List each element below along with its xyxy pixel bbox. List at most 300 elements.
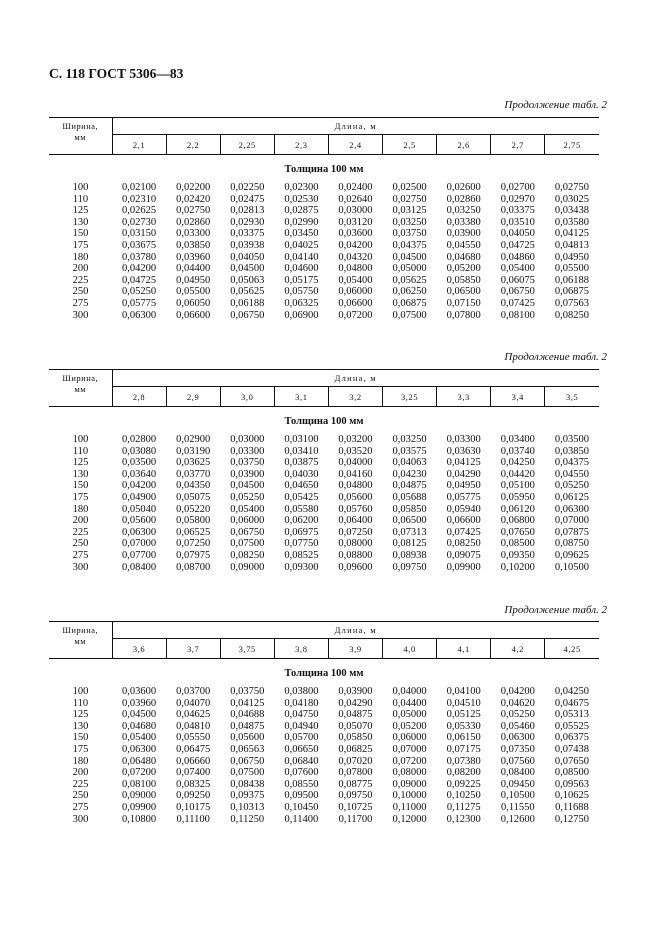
volume-cell: 0,06525 [176, 526, 211, 538]
volume-cell: 0,08400 [500, 767, 535, 779]
volume-cell: 0,04250 [500, 457, 535, 469]
volume-cell: 0,05000 [392, 263, 427, 275]
width-cell: 200 [72, 263, 89, 275]
volume-cell: 0,04000 [338, 457, 373, 469]
length-value: 4,25 [545, 639, 599, 659]
length-value: 3,7 [166, 639, 220, 659]
volume-cell: 0,04180 [284, 697, 319, 709]
table-row [49, 446, 599, 458]
volume-cell: 0,02420 [176, 193, 211, 205]
volume-cell: 0,10800 [121, 813, 157, 825]
volume-cell: 0,05070 [338, 720, 373, 732]
volume-cell: 0,12600 [500, 813, 535, 825]
volume-cell: 0,03600 [338, 228, 373, 240]
width-cell: 180 [72, 755, 89, 767]
length-value: 3,9 [328, 639, 382, 659]
volume-cell: 0,03580 [554, 216, 589, 228]
width-header-label: Ширина, [62, 121, 99, 131]
volume-cell: 0,02600 [446, 182, 481, 193]
volume-cell: 0,08500 [554, 767, 589, 779]
volume-cell: 0,07875 [554, 526, 589, 538]
volume-cell: 0,08525 [284, 549, 319, 561]
volume-cell: 0,09450 [500, 778, 535, 790]
volume-cell: 0,02640 [338, 193, 373, 205]
volume-cell: 0,06075 [500, 274, 535, 286]
length-value: 4,2 [491, 639, 545, 659]
volume-cell: 0,03300 [446, 434, 481, 445]
thickness-heading [49, 407, 599, 435]
volume-cell: 0,02300 [284, 182, 319, 193]
volume-cell: 0,05200 [392, 720, 427, 732]
volume-cell: 0,06300 [121, 526, 157, 538]
volume-cell: 0,05400 [121, 732, 157, 744]
volume-cell: 0,06500 [446, 286, 481, 298]
volume-cell: 0,04800 [338, 480, 373, 492]
table-row [49, 469, 599, 481]
table-row [49, 252, 599, 264]
volume-cell: 0,04800 [338, 263, 373, 275]
table-row [49, 756, 599, 768]
volume-cell: 0,10625 [554, 790, 589, 802]
volume-cell: 0,09000 [230, 561, 265, 573]
volume-cell: 0,03750 [230, 457, 265, 469]
width-cell: 275 [72, 297, 89, 309]
volume-cell: 0,03600 [121, 686, 157, 697]
length-value: 3,4 [491, 387, 545, 407]
volume-cell: 0,06188 [554, 274, 589, 286]
width-cell: 110 [72, 193, 89, 205]
volume-cell: 0,02970 [500, 193, 535, 205]
volume-cell: 0,10000 [392, 790, 427, 802]
volume-cell: 0,03300 [176, 228, 211, 240]
volume-cell: 0,06000 [338, 286, 373, 298]
volume-cell: 0,08938 [392, 549, 427, 561]
volume-cell: 0,11688 [555, 801, 589, 813]
volume-cell: 0,09075 [446, 549, 481, 561]
volume-cell: 0,05600 [338, 491, 373, 503]
width-cell: 150 [72, 228, 89, 240]
continuation-label-2: Продолжение табл. 2 [504, 351, 607, 363]
volume-cell: 0,04050 [230, 251, 265, 263]
width-cell: 200 [72, 515, 89, 527]
volume-cell: 0,09625 [554, 549, 589, 561]
volume-table-3 [49, 621, 599, 825]
volume-cell: 0,05400 [338, 274, 373, 286]
volume-cell: 0,07975 [176, 549, 211, 561]
table-row [49, 527, 599, 539]
volume-cell: 0,04950 [554, 251, 589, 263]
volume-cell: 0,04510 [446, 697, 481, 709]
volume-cell: 0,02310 [121, 193, 157, 205]
volume-cell: 0,07425 [500, 297, 535, 309]
volume-cell: 0,04620 [500, 697, 535, 709]
volume-cell: 0,08500 [500, 538, 535, 550]
table-row [49, 504, 599, 516]
volume-cell: 0,02900 [176, 434, 211, 445]
width-cell: 250 [72, 286, 89, 298]
volume-cell: 0,04875 [392, 480, 427, 492]
volume-cell: 0,07400 [176, 767, 211, 779]
volume-cell: 0,03190 [176, 445, 211, 457]
table-row [49, 790, 599, 802]
volume-cell: 0,06650 [284, 743, 319, 755]
volume-cell: 0,04070 [176, 697, 211, 709]
volume-cell: 0,02500 [392, 182, 427, 193]
volume-cell: 0,04650 [284, 480, 319, 492]
width-header [49, 118, 112, 155]
volume-cell: 0,03640 [121, 468, 157, 480]
volume-cell: 0,02475 [230, 193, 265, 205]
volume-cell: 0,02875 [284, 205, 319, 217]
width-cell: 100 [72, 182, 89, 193]
volume-cell: 0,04050 [500, 228, 535, 240]
table-row [49, 814, 599, 826]
volume-cell: 0,09563 [554, 778, 589, 790]
volume-cell: 0,04030 [284, 468, 319, 480]
volume-cell: 0,07500 [230, 767, 265, 779]
volume-cell: 0,07175 [446, 743, 481, 755]
volume-cell: 0,07000 [392, 743, 427, 755]
width-cell: 300 [72, 561, 89, 573]
table-row [49, 721, 599, 733]
volume-cell: 0,10450 [284, 801, 319, 813]
volume-cell: 0,05250 [121, 286, 157, 298]
volume-cell: 0,08438 [230, 778, 265, 790]
length-value: 2,9 [166, 387, 220, 407]
width-cell: 175 [72, 743, 89, 755]
volume-cell: 0,03250 [392, 434, 427, 445]
volume-cell: 0,07438 [554, 743, 589, 755]
thickness-heading [49, 659, 599, 687]
volume-cell: 0,06600 [176, 309, 211, 321]
length-value: 2,6 [437, 135, 491, 155]
width-cell: 100 [72, 434, 89, 445]
volume-cell: 0,02100 [121, 182, 157, 193]
volume-cell: 0,11000 [392, 801, 427, 813]
width-cell: 175 [72, 491, 89, 503]
volume-cell: 0,07000 [554, 515, 589, 527]
volume-cell: 0,08250 [230, 549, 265, 561]
volume-cell: 0,06875 [554, 286, 589, 298]
volume-cell: 0,06300 [121, 743, 157, 755]
volume-cell: 0,03000 [230, 434, 265, 445]
length-value: 2,7 [491, 135, 545, 155]
volume-cell: 0,09750 [338, 790, 373, 802]
volume-cell: 0,05250 [230, 491, 265, 503]
length-value: 2,4 [328, 135, 382, 155]
volume-cell: 0,02990 [284, 216, 319, 228]
volume-cell: 0,06750 [230, 309, 265, 321]
length-value: 3,75 [220, 639, 274, 659]
volume-cell: 0,05525 [554, 720, 589, 732]
volume-cell: 0,10313 [230, 801, 265, 813]
volume-cell: 0,04125 [230, 697, 265, 709]
volume-cell: 0,02400 [338, 182, 373, 193]
thickness-label: Толщина 100 мм [284, 667, 364, 679]
volume-cell: 0,05460 [500, 720, 535, 732]
table-row [49, 205, 599, 217]
volume-cell: 0,04400 [176, 263, 211, 275]
volume-cell: 0,05063 [230, 274, 265, 286]
volume-cell: 0,04625 [176, 709, 211, 721]
volume-cell: 0,03125 [392, 205, 427, 217]
volume-cell: 0,03900 [338, 686, 373, 697]
table-row [49, 744, 599, 756]
volume-cell: 0,05600 [230, 732, 265, 744]
volume-cell: 0,07750 [284, 538, 319, 550]
volume-cell: 0,04810 [176, 720, 211, 732]
volume-cell: 0,02860 [176, 216, 211, 228]
volume-cell: 0,05425 [284, 491, 319, 503]
volume-cell: 0,07380 [446, 755, 481, 767]
volume-cell: 0,08800 [338, 549, 373, 561]
width-cell: 200 [72, 767, 89, 779]
volume-cell: 0,04290 [338, 697, 373, 709]
volume-cell: 0,05100 [500, 480, 535, 492]
volume-cell: 0,09600 [338, 561, 373, 573]
volume-cell: 0,03700 [176, 686, 211, 697]
volume-cell: 0,02530 [284, 193, 319, 205]
volume-cell: 0,03960 [176, 251, 211, 263]
volume-cell: 0,03438 [554, 205, 589, 217]
table-row [49, 457, 599, 469]
volume-cell: 0,08700 [176, 561, 211, 573]
volume-cell: 0,08250 [554, 309, 589, 321]
volume-cell: 0,03300 [230, 445, 265, 457]
volume-cell: 0,06750 [230, 755, 265, 767]
volume-cell: 0,02625 [121, 205, 157, 217]
width-cell: 250 [72, 538, 89, 550]
volume-cell: 0,04290 [446, 468, 481, 480]
volume-cell: 0,04680 [446, 251, 481, 263]
volume-cell: 0,03450 [284, 228, 319, 240]
table-row [49, 217, 599, 229]
length-value: 2,5 [383, 135, 437, 155]
volume-cell: 0,06000 [392, 732, 427, 744]
volume-cell: 0,05850 [392, 503, 427, 515]
volume-cell: 0,07600 [284, 767, 319, 779]
volume-cell: 0,03850 [554, 445, 589, 457]
volume-cell: 0,03875 [284, 457, 319, 469]
volume-cell: 0,05775 [446, 491, 481, 503]
volume-cell: 0,12000 [392, 813, 427, 825]
volume-cell: 0,04160 [338, 468, 373, 480]
volume-cell: 0,03740 [500, 445, 535, 457]
volume-cell: 0,08125 [392, 538, 427, 550]
volume-cell: 0,05000 [392, 709, 427, 721]
volume-cell: 0,09000 [121, 790, 157, 802]
volume-cell: 0,04100 [446, 686, 481, 697]
width-cell: 300 [72, 309, 89, 321]
volume-cell: 0,08000 [392, 767, 427, 779]
volume-cell: 0,03675 [121, 239, 157, 251]
volume-cell: 0,06150 [446, 732, 481, 744]
width-header-label: Ширина, [62, 373, 99, 383]
volume-cell: 0,04860 [500, 251, 535, 263]
volume-cell: 0,09750 [392, 561, 427, 573]
volume-cell: 0,03750 [392, 228, 427, 240]
volume-cell: 0,04063 [392, 457, 427, 469]
volume-cell: 0,04500 [230, 480, 265, 492]
volume-cell: 0,05750 [284, 286, 319, 298]
volume-cell: 0,05625 [392, 274, 427, 286]
volume-cell: 0,07313 [392, 526, 427, 538]
width-header-unit: мм [74, 635, 87, 646]
table-row [49, 515, 599, 527]
width-cell: 130 [72, 468, 89, 480]
volume-cell: 0,08100 [500, 309, 535, 321]
volume-cell: 0,09500 [284, 790, 319, 802]
volume-cell: 0,05700 [284, 732, 319, 744]
length-value: 3,0 [220, 387, 274, 407]
table-row [49, 698, 599, 710]
volume-cell: 0,05550 [176, 732, 211, 744]
volume-cell: 0,03938 [230, 239, 265, 251]
width-cell: 150 [72, 480, 89, 492]
volume-cell: 0,06600 [338, 297, 373, 309]
volume-cell: 0,05760 [338, 503, 373, 515]
length-header: Длина, м [112, 118, 599, 135]
volume-cell: 0,07563 [554, 297, 589, 309]
volume-cell: 0,04125 [446, 457, 481, 469]
volume-cell: 0,06660 [176, 755, 211, 767]
volume-cell: 0,05250 [554, 480, 589, 492]
volume-cell: 0,04125 [554, 228, 589, 240]
volume-cell: 0,07500 [392, 309, 427, 321]
volume-cell: 0,12300 [446, 813, 481, 825]
volume-cell: 0,04688 [230, 709, 265, 721]
volume-cell: 0,05220 [176, 503, 211, 515]
width-cell: 225 [72, 274, 89, 286]
length-value: 3,25 [383, 387, 437, 407]
volume-cell: 0,11250 [230, 813, 265, 825]
volume-cell: 0,06975 [284, 526, 319, 538]
volume-cell: 0,07250 [176, 538, 211, 550]
volume-cell: 0,05688 [392, 491, 427, 503]
table-row [49, 182, 599, 194]
volume-cell: 0,05500 [176, 286, 211, 298]
table-row [49, 562, 599, 574]
volume-cell: 0,04950 [176, 274, 211, 286]
volume-cell: 0,05850 [338, 732, 373, 744]
volume-cell: 0,08775 [338, 778, 373, 790]
volume-cell: 0,03800 [284, 686, 319, 697]
width-cell: 130 [72, 216, 89, 228]
volume-cell: 0,04200 [121, 480, 157, 492]
volume-cell: 0,10250 [446, 790, 481, 802]
volume-cell: 0,10175 [176, 801, 211, 813]
width-cell: 225 [72, 526, 89, 538]
volume-cell: 0,07000 [121, 538, 157, 550]
volume-cell: 0,02750 [392, 193, 427, 205]
volume-cell: 0,06900 [284, 309, 319, 321]
table-row [49, 194, 599, 206]
volume-cell: 0,07150 [446, 297, 481, 309]
volume-cell: 0,04500 [230, 263, 265, 275]
volume-cell: 0,03960 [121, 697, 157, 709]
volume-cell: 0,04025 [284, 239, 319, 251]
volume-cell: 0,03000 [338, 205, 373, 217]
volume-cell: 0,05400 [230, 503, 265, 515]
volume-cell: 0,03900 [446, 228, 481, 240]
volume-cell: 0,03750 [230, 686, 265, 697]
table-row [49, 434, 599, 446]
width-cell: 250 [72, 790, 89, 802]
volume-cell: 0,03850 [176, 239, 211, 251]
thickness-heading [49, 155, 599, 183]
volume-cell: 0,05775 [121, 297, 157, 309]
volume-cell: 0,06750 [500, 286, 535, 298]
volume-cell: 0,07560 [500, 755, 535, 767]
volume-cell: 0,03025 [554, 193, 589, 205]
volume-cell: 0,06750 [230, 526, 265, 538]
volume-cell: 0,07200 [121, 767, 157, 779]
volume-cell: 0,06300 [121, 309, 157, 321]
volume-cell: 0,09900 [446, 561, 481, 573]
length-header: Длина, м [112, 622, 599, 639]
volume-cell: 0,06800 [500, 515, 535, 527]
volume-cell: 0,12750 [554, 813, 589, 825]
width-cell: 225 [72, 778, 89, 790]
width-cell: 150 [72, 732, 89, 744]
table-row [49, 286, 599, 298]
volume-cell: 0,03510 [500, 216, 535, 228]
width-cell: 275 [72, 801, 89, 813]
volume-cell: 0,04320 [338, 251, 373, 263]
volume-cell: 0,03500 [121, 457, 157, 469]
volume-cell: 0,11700 [338, 813, 373, 825]
volume-cell: 0,10200 [500, 561, 535, 573]
volume-cell: 0,05500 [554, 263, 589, 275]
volume-cell: 0,09350 [500, 549, 535, 561]
volume-cell: 0,07800 [338, 767, 373, 779]
table-row [49, 538, 599, 550]
volume-cell: 0,03100 [284, 434, 319, 445]
volume-cell: 0,02813 [230, 205, 265, 217]
volume-cell: 0,02750 [554, 182, 589, 193]
width-cell: 110 [72, 697, 89, 709]
width-header [49, 370, 112, 407]
volume-cell: 0,06050 [176, 297, 211, 309]
volume-cell: 0,05950 [500, 491, 535, 503]
table-row [49, 228, 599, 240]
volume-cell: 0,04550 [446, 239, 481, 251]
volume-cell: 0,02750 [176, 205, 211, 217]
volume-cell: 0,09300 [284, 561, 319, 573]
volume-cell: 0,03080 [121, 445, 157, 457]
volume-cell: 0,07200 [338, 309, 373, 321]
volume-cell: 0,03375 [500, 205, 535, 217]
width-cell: 110 [72, 445, 89, 457]
volume-cell: 0,05313 [554, 709, 589, 721]
volume-cell: 0,08400 [121, 561, 157, 573]
width-cell: 180 [72, 503, 89, 515]
volume-cell: 0,06825 [338, 743, 373, 755]
width-cell: 130 [72, 720, 89, 732]
volume-cell: 0,03780 [121, 251, 157, 263]
table-row [49, 709, 599, 721]
volume-cell: 0,03150 [121, 228, 157, 240]
volume-cell: 0,10725 [338, 801, 373, 813]
volume-cell: 0,04875 [338, 709, 373, 721]
volume-cell: 0,04350 [176, 480, 211, 492]
length-value: 3,8 [274, 639, 328, 659]
volume-cell: 0,07250 [338, 526, 373, 538]
width-cell: 125 [72, 205, 89, 217]
volume-cell: 0,06375 [554, 732, 589, 744]
table-row [49, 298, 599, 310]
volume-cell: 0,03410 [284, 445, 319, 457]
